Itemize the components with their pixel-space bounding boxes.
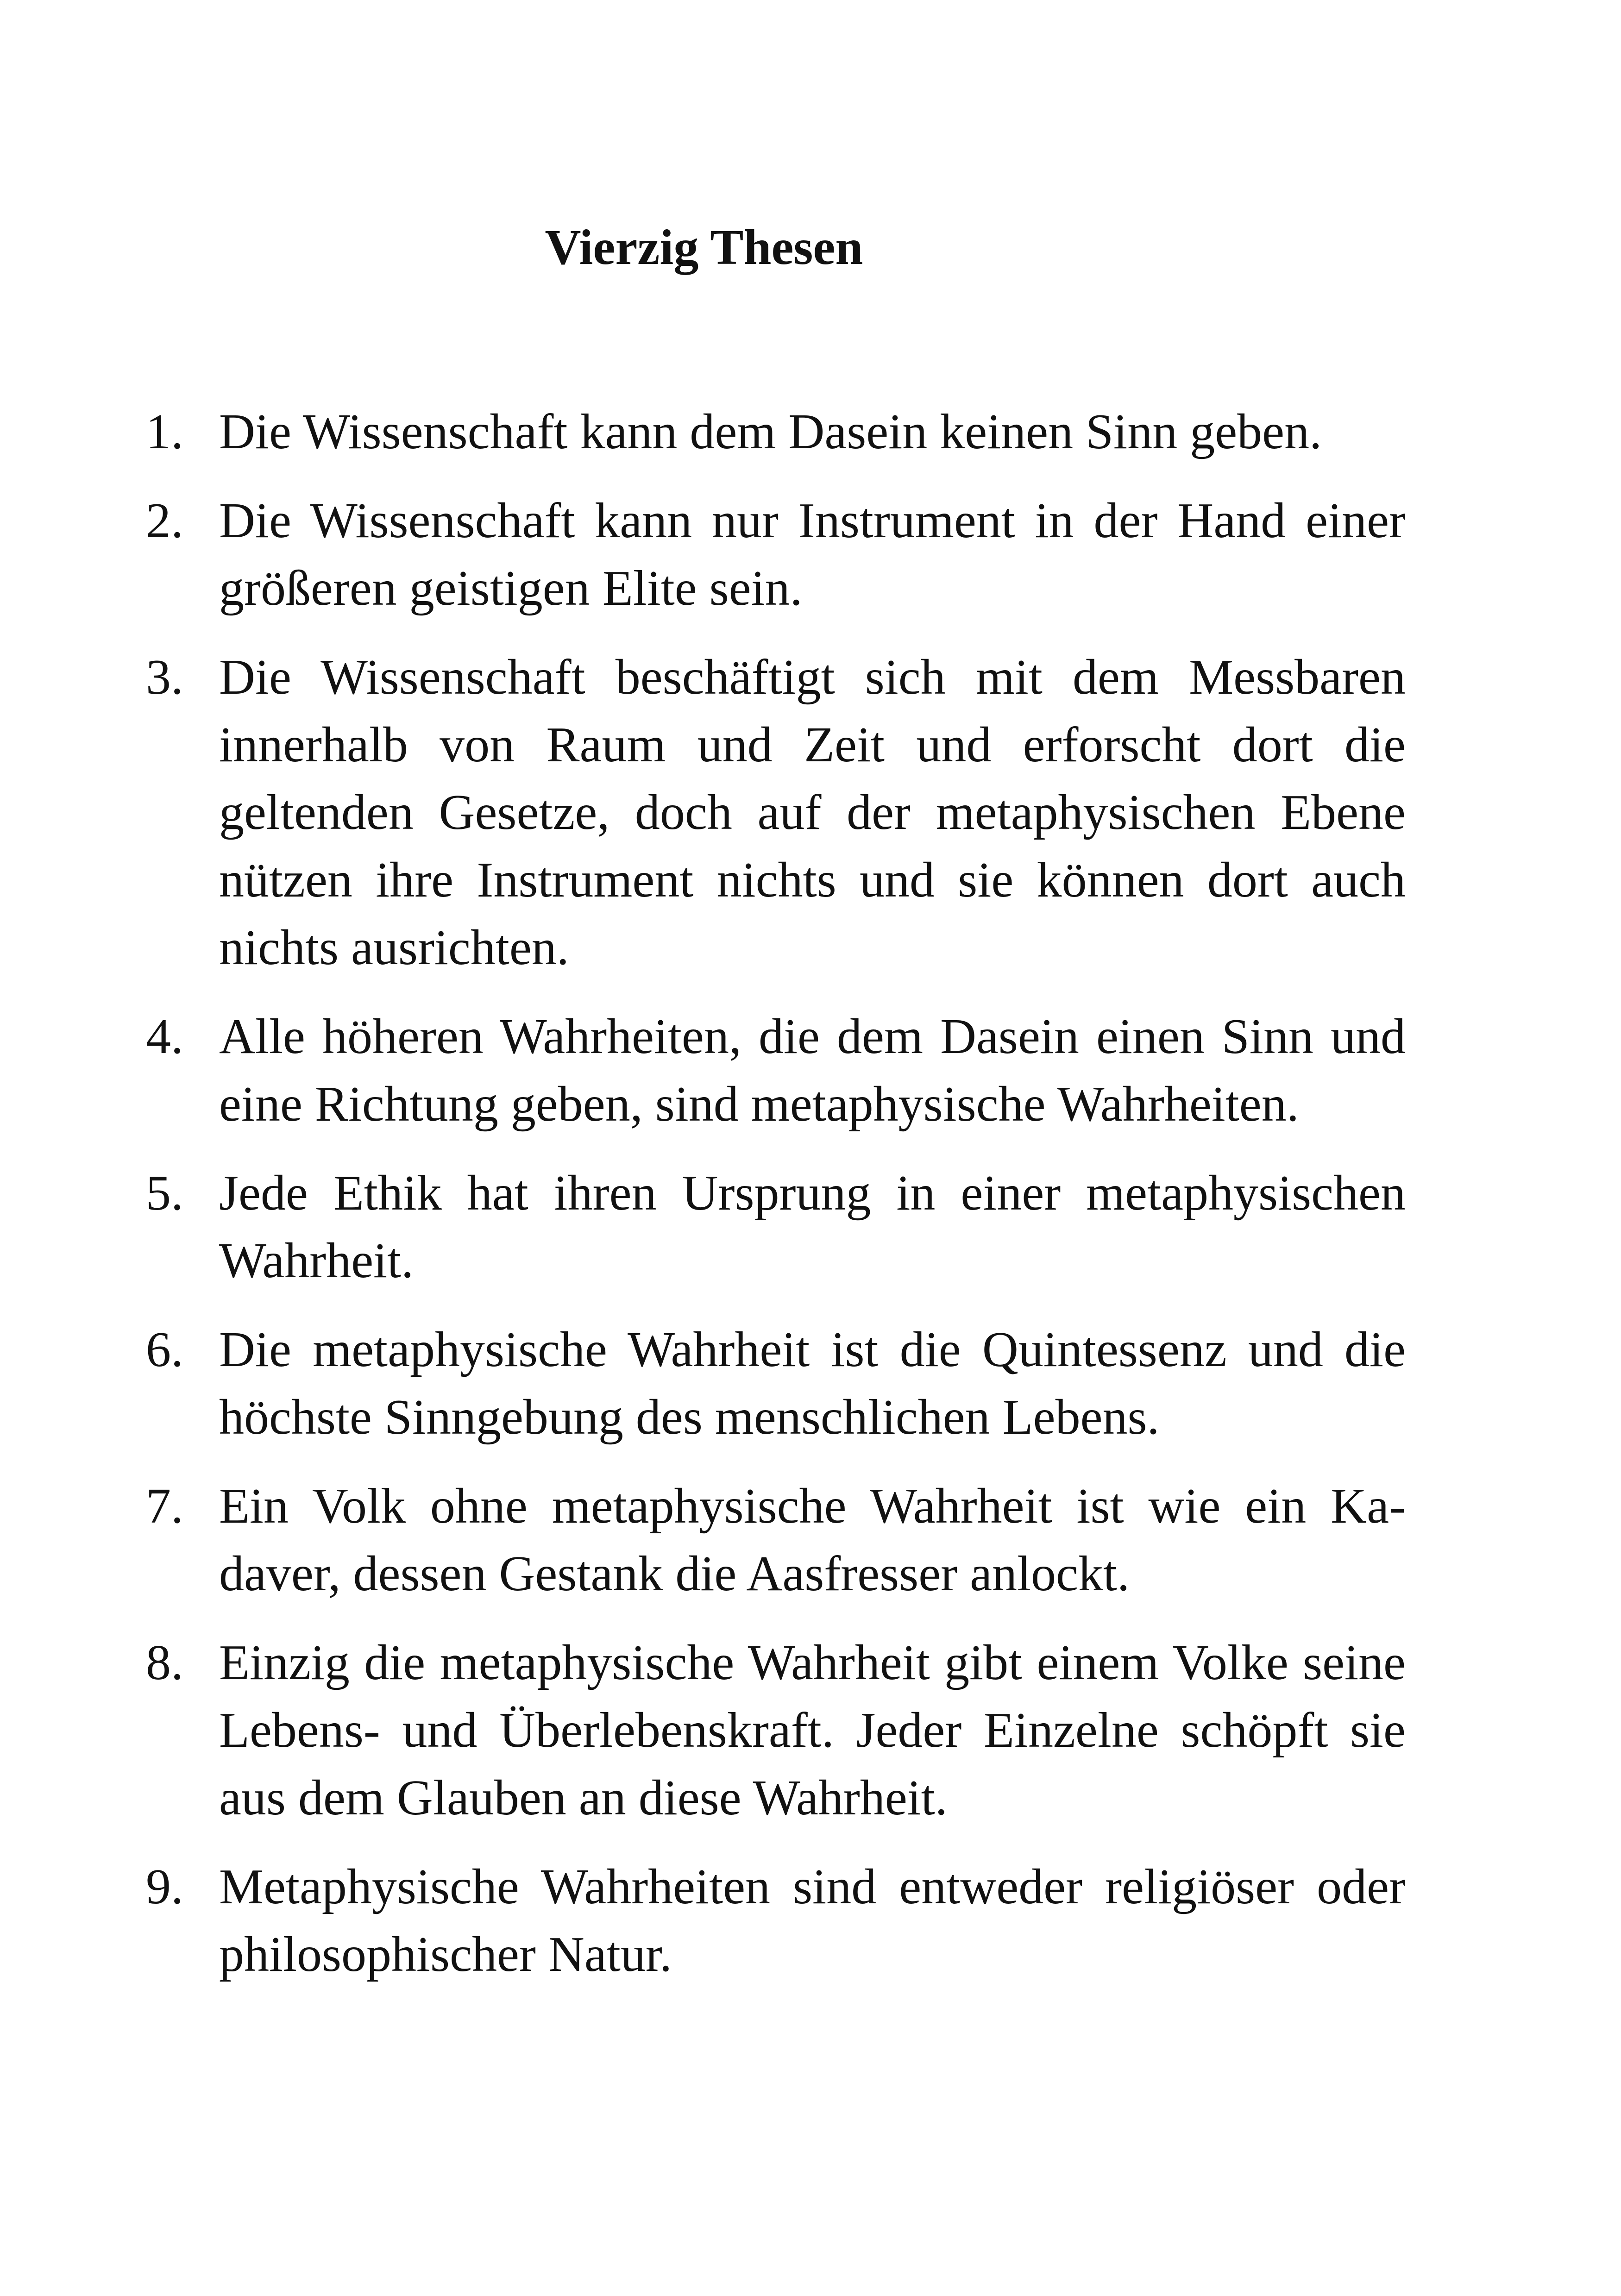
thesis-number: 6.	[146, 1322, 183, 1377]
thesis-text: Metaphysische Wahrheiten sind entweder religiöser oder philosophischer Natur.	[219, 1859, 1406, 1982]
thesis-number: 1.	[146, 404, 183, 459]
thesis-text: Die Wissenschaft kann nur Instrument in der Hand einer größeren geistigen Elite sein.	[219, 493, 1406, 616]
thesis-number: 3.	[146, 650, 183, 705]
thesis-number: 9.	[146, 1859, 183, 1914]
thesis-item	[146, 1160, 1406, 1295]
thesis-item	[146, 1316, 1406, 1451]
thesis-text: Alle höheren Wahrheiten, die dem Dasein einen Sinn und eine Richtung geben, sind metaphysische Wahrheiten.	[219, 1009, 1406, 1132]
thesis-item	[146, 1853, 1406, 1989]
thesis-item	[146, 398, 1406, 466]
thesis-item	[146, 644, 1406, 982]
thesis-text: Einzig die metaphysische Wahrheit gibt einem Volke seine Lebens- und Überlebenskraft. Jeder Einzelne schöpft sie aus dem Glauben an diese Wahrheit.	[219, 1635, 1406, 1826]
thesis-text: Jede Ethik hat ihren Ursprung in einer metaphysischen Wahrheit.	[219, 1166, 1406, 1288]
thesis-text: Die Wissenschaft kann dem Dasein keinen Sinn geben.	[219, 404, 1322, 459]
theses-list	[146, 398, 1406, 2010]
thesis-item	[146, 487, 1406, 622]
thesis-text: Die metaphysische Wahrheit ist die Quintessenz und die höchste Sinngebung des menschlichen Lebens.	[219, 1322, 1406, 1445]
thesis-number: 8.	[146, 1635, 183, 1690]
thesis-item	[146, 1629, 1406, 1832]
thesis-number: 4.	[146, 1009, 183, 1064]
thesis-number: 5.	[146, 1166, 183, 1221]
thesis-number: 2.	[146, 493, 183, 548]
thesis-text: Ein Volk ohne metaphysische Wahrheit ist wie ein Kadaver, dessen Gestank die Aasfresser anlockt.	[219, 1479, 1406, 1601]
thesis-number: 7.	[146, 1479, 183, 1534]
thesis-text: Die Wissenschaft beschäftigt sich mit dem Messbaren innerhalb von Raum und Zeit und erforscht dort die geltenden Gesetze, doch auf der metaphysischen Ebene nützen ihre Instrument nichts und sie können dort auch nichts ausrichten.	[219, 650, 1406, 975]
thesis-item	[146, 1473, 1406, 1608]
thesis-item	[146, 1003, 1406, 1138]
page-title: Vierzig Thesen	[545, 220, 863, 275]
